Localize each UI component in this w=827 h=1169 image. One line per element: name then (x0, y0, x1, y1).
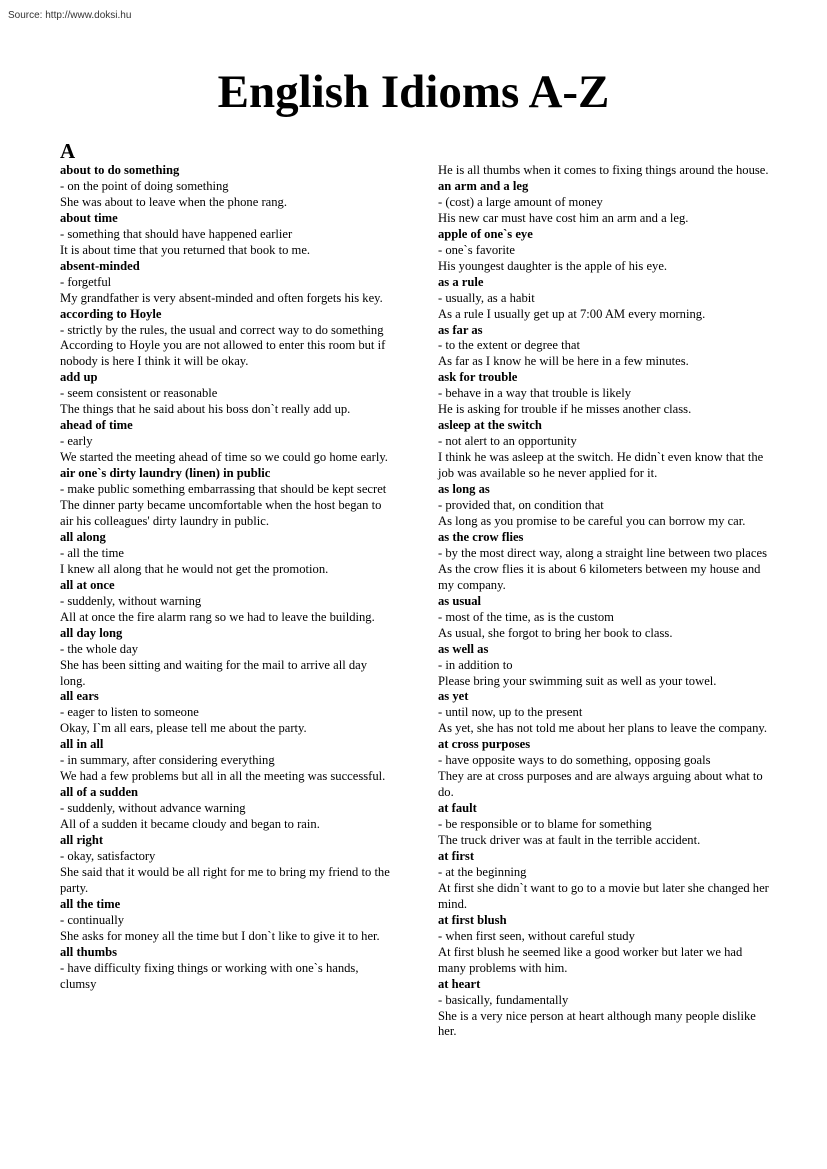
idiom-definition: - in addition to (438, 657, 513, 672)
idiom-entry (438, 370, 770, 418)
idiom-definition: - something that should have happened earlier (60, 226, 293, 241)
idiom-entry (438, 849, 770, 913)
idiom-example: He is asking for trouble if he misses another class. (438, 402, 692, 417)
idiom-definition: - eager to listen to someone (60, 705, 199, 720)
idiom-example: I knew all along that he would not get the promotion. (60, 561, 329, 576)
idiom-term: all ears (60, 689, 99, 704)
idiom-definition: - continually (60, 912, 125, 927)
idiom-term: about time (60, 210, 118, 225)
idiom-entry (438, 275, 770, 323)
idiom-example: As long as you promise to be careful you can borrow my car. (438, 513, 746, 528)
idiom-entry (60, 785, 392, 833)
idiom-example: At first blush he seemed like a good worker but later we had many problems with him. (438, 944, 743, 975)
idiom-example: As yet, she has not told me about her plans to leave the company. (438, 721, 767, 736)
idiom-example: She asks for money all the time but I don`t like to give it to her. (60, 928, 380, 943)
idiom-entry (438, 801, 770, 849)
idiom-term: add up (60, 370, 98, 385)
idiom-entry (438, 530, 770, 594)
idiom-entry (60, 626, 392, 690)
idiom-definition: - one`s favorite (438, 242, 515, 257)
idiom-entry (438, 482, 770, 530)
idiom-term: as far as (438, 322, 483, 337)
left-column (60, 163, 392, 993)
idiom-example: All at once the fire alarm rang so we had to leave the building. (60, 609, 375, 624)
idiom-example: She is a very nice person at heart although many people dislike her. (438, 1008, 756, 1039)
idiom-example: The truck driver was at fault in the terrible accident. (438, 833, 701, 848)
source-url: Source: http://www.doksi.hu (8, 10, 132, 21)
idiom-term: air one`s dirty laundry (linen) in public (60, 466, 271, 481)
idiom-term: at first blush (438, 912, 507, 927)
idiom-example: We had a few problems but all in all the meeting was successful. (60, 769, 386, 784)
idiom-term: as long as (438, 482, 490, 497)
idiom-entry (438, 227, 770, 275)
idiom-entry (60, 307, 392, 371)
idiom-term: about to do something (60, 163, 180, 177)
page-title: English Idioms A-Z (217, 66, 610, 118)
idiom-entry (60, 530, 392, 578)
idiom-definition: - to the extent or degree that (438, 338, 580, 353)
idiom-entry (60, 578, 392, 626)
idiom-entry (438, 977, 770, 1041)
idiom-term: all the time (60, 896, 121, 911)
idiom-entry (438, 737, 770, 801)
idiom-definition: - the whole day (60, 641, 138, 656)
idiom-term: asleep at the switch (438, 418, 542, 433)
idiom-term: all along (60, 529, 106, 544)
idiom-entry (60, 370, 392, 418)
idiom-entry (438, 418, 770, 482)
idiom-example: We started the meeting ahead of time so we could go home early. (60, 450, 388, 465)
idiom-entry (60, 833, 392, 897)
idiom-term: all right (60, 833, 104, 848)
idiom-example: She has been sitting and waiting for the mail to arrive all day long. (60, 657, 368, 688)
idiom-term: at first (438, 848, 475, 863)
idiom-term: apple of one`s eye (438, 226, 533, 241)
idiom-example: She said that it would be all right for me to bring my friend to the party. (60, 864, 390, 895)
section-letter: A (60, 139, 76, 163)
idiom-term: all of a sudden (60, 785, 139, 800)
idiom-definition: - not alert to an opportunity (438, 434, 577, 449)
idiom-definition: - all the time (60, 545, 124, 560)
idiom-term: as yet (438, 689, 469, 704)
idiom-example: At first she didn`t want to go to a movie but later she changed her mind. (438, 880, 769, 911)
idiom-term: at heart (438, 976, 481, 991)
idiom-example: I think he was asleep at the switch. He didn`t even know that the job was available so he never applied for it. (438, 450, 764, 481)
idiom-definition: - by the most direct way, along a straight line between two places (438, 545, 767, 560)
idiom-definition: - when first seen, without careful study (438, 928, 635, 943)
idiom-definition: - (cost) a large amount of money (438, 194, 603, 209)
idiom-entry (60, 418, 392, 466)
idiom-example: As a rule I usually get up at 7:00 AM every morning. (438, 306, 706, 321)
idiom-definition: - basically, fundamentally (438, 992, 569, 1007)
idiom-example: Okay, I`m all ears, please tell me about the party. (60, 721, 307, 736)
idiom-definition: - have difficulty fixing things or working with one`s hands, clumsy (60, 960, 359, 991)
idiom-term: according to Hoyle (60, 306, 162, 321)
idiom-term: ask for trouble (438, 370, 518, 385)
idiom-entry (60, 466, 392, 530)
right-column (438, 163, 770, 1040)
idiom-entry (438, 594, 770, 642)
idiom-definition: - strictly by the rules, the usual and correct way to do something (60, 322, 384, 337)
idiom-entry (60, 211, 392, 259)
idiom-definition: - seem consistent or reasonable (60, 386, 218, 401)
idiom-definition: - behave in a way that trouble is likely (438, 386, 632, 401)
idiom-definition: - early (60, 434, 93, 449)
idiom-entry (60, 259, 392, 307)
idiom-example: As usual, she forgot to bring her book to class. (438, 625, 673, 640)
idiom-entry (438, 323, 770, 371)
idiom-example: She was about to leave when the phone rang. (60, 194, 287, 209)
idiom-term: as a rule (438, 274, 484, 289)
idiom-term: at fault (438, 801, 477, 816)
idiom-definition: - okay, satisfactory (60, 848, 156, 863)
idiom-term: absent-minded (60, 258, 140, 273)
idiom-example: As far as I know he will be here in a few minutes. (438, 354, 689, 369)
idiom-term: as the crow flies (438, 529, 524, 544)
idiom-term: all at once (60, 577, 115, 592)
idiom-example: The dinner party became uncomfortable when the host began to air his colleagues' dirty laundry in public. (60, 498, 382, 528)
idiom-example: Please bring your swimming suit as well as your towel. (438, 673, 717, 688)
idiom-term: all day long (60, 625, 123, 640)
idiom-entry (438, 689, 770, 737)
idiom-definition: - provided that, on condition that (438, 498, 604, 513)
idiom-entry (438, 163, 770, 179)
idiom-definition: - until now, up to the present (438, 705, 583, 720)
idiom-example: He is all thumbs when it comes to fixing things around the house. (438, 163, 769, 177)
idiom-definition: - in summary, after considering everything (60, 753, 275, 768)
idiom-definition: - most of the time, as is the custom (438, 609, 614, 624)
idiom-example: His new car must have cost him an arm and a leg. (438, 210, 689, 225)
idiom-example: As the crow flies it is about 6 kilometers between my house and my company. (438, 561, 761, 592)
idiom-entry (60, 945, 392, 993)
idiom-entry (60, 737, 392, 785)
idiom-definition: - usually, as a habit (438, 290, 535, 305)
idiom-example: The things that he said about his boss don`t really add up. (60, 402, 351, 417)
idiom-example: His youngest daughter is the apple of his eye. (438, 258, 668, 273)
idiom-term: all thumbs (60, 944, 118, 959)
idiom-definition: - forgetful (60, 274, 112, 289)
idiom-entry (60, 689, 392, 737)
idiom-definition: - make public something embarrassing that should be kept secret (60, 482, 387, 497)
idiom-example: According to Hoyle you are not allowed to enter this room but if nobody is here I think it will be okay. (60, 338, 386, 369)
idiom-example: All of a sudden it became cloudy and began to rain. (60, 817, 320, 832)
idiom-definition: - suddenly, without advance warning (60, 801, 246, 816)
idiom-definition: - on the point of doing something (60, 178, 229, 193)
idiom-entry (60, 897, 392, 945)
idiom-entry (60, 163, 392, 211)
idiom-term: at cross purposes (438, 737, 531, 752)
idiom-entry (438, 642, 770, 690)
idiom-definition: - be responsible or to blame for something (438, 817, 652, 832)
idiom-definition: - have opposite ways to do something, opposing goals (438, 753, 711, 768)
idiom-entry (438, 913, 770, 977)
idiom-example: It is about time that you returned that book to me. (60, 242, 311, 257)
idiom-term: as usual (438, 593, 482, 608)
idiom-term: ahead of time (60, 418, 133, 433)
idiom-example: They are at cross purposes and are always arguing about what to do. (438, 769, 763, 800)
idiom-term: an arm and a leg (438, 178, 529, 193)
idiom-example: My grandfather is very absent-minded and often forgets his key. (60, 290, 383, 305)
idiom-definition: - suddenly, without warning (60, 593, 202, 608)
idiom-term: all in all (60, 737, 104, 752)
idiom-term: as well as (438, 641, 489, 656)
idiom-definition: - at the beginning (438, 864, 527, 879)
idiom-entry (438, 179, 770, 227)
